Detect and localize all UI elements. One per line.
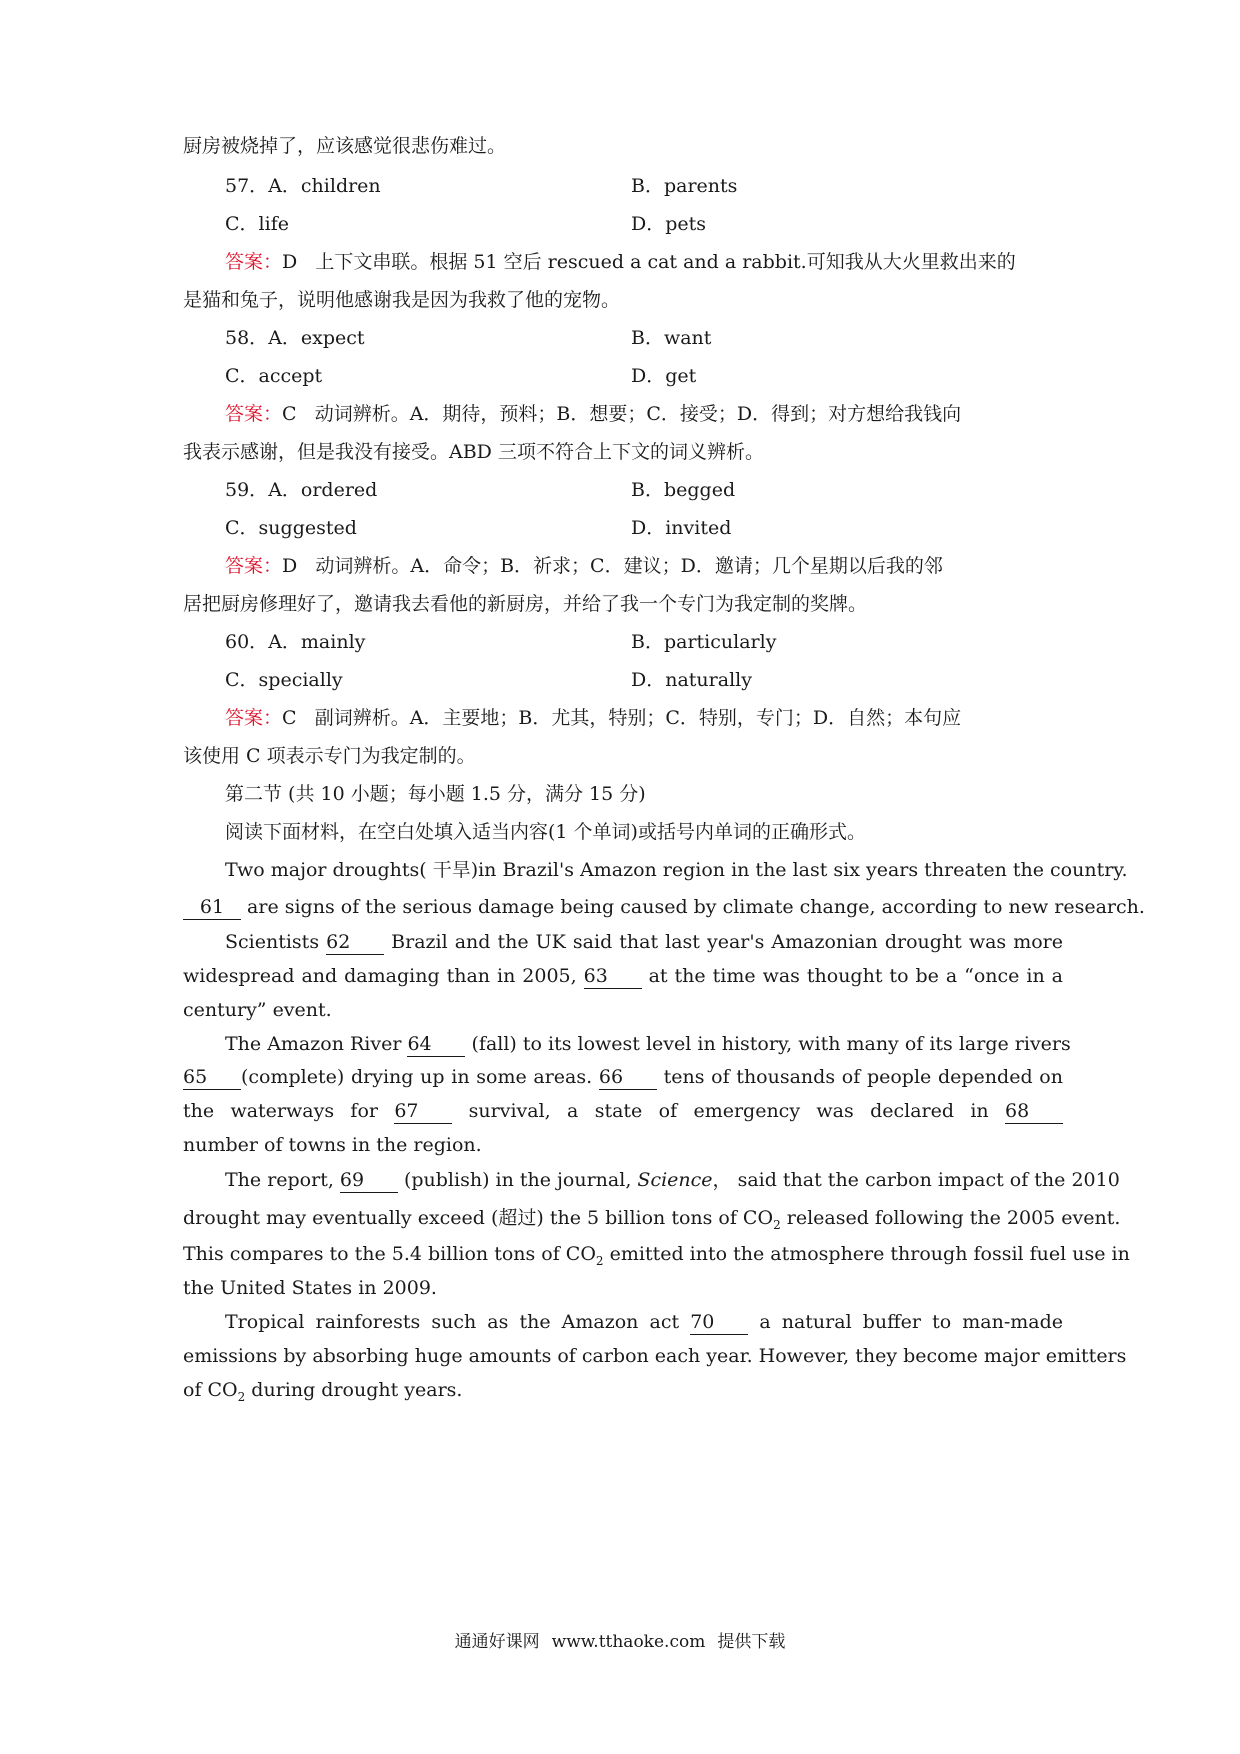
passage-line: the United States in 2009. — [183, 1277, 437, 1299]
answer-57-cont: 是猫和兔子，说明他感谢我是因为我救了他的宠物。 — [183, 289, 621, 311]
blank-67[interactable]: 67 — [394, 1099, 452, 1124]
answer-label: 答案： — [225, 403, 283, 425]
option-60-a: 60．A．mainly — [225, 631, 366, 653]
blank-66[interactable]: 66 — [599, 1065, 657, 1090]
blank-69[interactable]: 69 — [340, 1168, 398, 1193]
option-59-b: B．begged — [631, 479, 736, 501]
answer-label: 答案： — [225, 707, 283, 729]
option-59-a: 59．A．ordered — [225, 479, 378, 501]
option-57-c: C．life — [225, 213, 289, 235]
page-footer — [0, 1630, 1240, 1654]
option-60-b: B．particularly — [631, 631, 777, 653]
option-57-d: D．pets — [631, 213, 707, 235]
option-58-a: 58．A．expect — [225, 327, 365, 349]
passage-line: widespread and damaging than in 2005, 63 at the time was thought to be a “once in a — [183, 965, 1063, 987]
answer-58-cont: 我表示感谢，但是我没有接受。ABD 三项不符合上下文的词义辨析。 — [183, 441, 764, 463]
blank-68[interactable]: 68 — [1005, 1099, 1063, 1124]
option-59-d: D．invited — [631, 517, 732, 539]
blank-62[interactable]: 62 — [326, 930, 384, 955]
passage-line: The Amazon River 64 (fall) to its lowest level in history, with many of its large rivers — [225, 1033, 1071, 1055]
passage-line: drought may eventually exceed (超过) the 5 billion tons of $CO_2$ released following the 2005 event. — [183, 1207, 1121, 1232]
option-58-c: C．accept — [225, 365, 323, 387]
instruction: 阅读下面材料，在空白处填入适当内容(1 个单词)或括号内单词的正确形式。 — [225, 821, 866, 843]
blank-70[interactable]: 70 — [690, 1310, 748, 1335]
answer-label: 答案： — [225, 251, 283, 273]
answer-60-cont: 该使用 C 项表示专门为我定制的。 — [183, 745, 476, 767]
option-60-c: C．specially — [225, 669, 343, 691]
passage-line: number of towns in the region. — [183, 1134, 482, 1156]
answer-label: 答案： — [225, 555, 283, 577]
passage-line: Tropical rainforests such as the Amazon act 70 a natural buffer to man-made — [225, 1311, 1063, 1333]
passage-line: the waterways for 67 survival, a state of emergency was declared in 68 — [183, 1097, 1063, 1125]
section-title: 第二节 (共 10 小题；每小题 1.5 分，满分 15 分) — [225, 783, 646, 805]
option-57-b: B．parents — [631, 175, 738, 197]
passage-line: 61 are signs of the serious damage being caused by climate change, according to new research. — [183, 893, 1063, 921]
option-58-b: B．want — [631, 327, 712, 349]
option-57-a: 57．A．children — [225, 175, 381, 197]
option-60-d: D．naturally — [631, 669, 752, 691]
answer-59: 答案：D 动词辨析。A．命令；B．祈求；C．建议；D．邀请；几个星期以后我的邻 — [225, 555, 943, 577]
answer-58: 答案：C 动词辨析。A．期待，预料；B．想要；C．接受；D．得到；对方想给我钱向 — [225, 403, 962, 425]
answer-60: 答案：C 副词辨析。A．主要地；B．尤其，特别；C．特别，专门；D．自然；本句应 — [225, 707, 962, 729]
passage-line: century” event. — [183, 999, 332, 1021]
footer-tail: 提供下载 — [717, 1632, 786, 1652]
blank-64[interactable]: 64 — [407, 1032, 465, 1057]
option-58-d: D．get — [631, 365, 697, 387]
text-line: 厨房被烧掉了，应该感觉很悲伤难过。 — [183, 135, 507, 157]
blank-65[interactable]: 65 — [183, 1065, 241, 1090]
passage-line: Two major droughts( 干旱)in Brazil's Amazon region in the last six years threaten the country. — [225, 859, 1128, 881]
blank-61[interactable]: 61 — [183, 895, 241, 920]
blank-63[interactable]: 63 — [584, 964, 642, 989]
answer-57: 答案：D 上下文串联。根据 51 空后 rescued a cat and a rabbit.可知我从大火里救出来的 — [225, 251, 1016, 273]
passage-line: emissions by absorbing huge amounts of carbon each year. However, they become major emitters — [183, 1345, 1127, 1367]
answer-59-cont: 居把厨房修理好了，邀请我去看他的新厨房，并给了我一个专门为我定制的奖牌。 — [183, 593, 868, 615]
footer-url[interactable]: www.tthaoke.com — [551, 1632, 706, 1652]
passage-line: The report, 69 (publish) in the journal, Science， said that the carbon impact of the 2010 — [225, 1169, 1120, 1191]
passage-line: Scientists 62 Brazil and the UK said that last year's Amazonian drought was more — [225, 931, 1063, 953]
passage-line: This compares to the 5.4 billion tons of $CO_2$ emitted into the atmosphere through fossil fuel use in — [183, 1243, 1130, 1268]
option-59-c: C．suggested — [225, 517, 357, 539]
passage-line: 65 (complete) drying up in some areas. 66 tens of thousands of people depended on — [183, 1066, 1063, 1088]
footer-site-name: 通通好课网 — [454, 1632, 540, 1652]
passage-line: of $CO_2$ during drought years. — [183, 1379, 463, 1404]
